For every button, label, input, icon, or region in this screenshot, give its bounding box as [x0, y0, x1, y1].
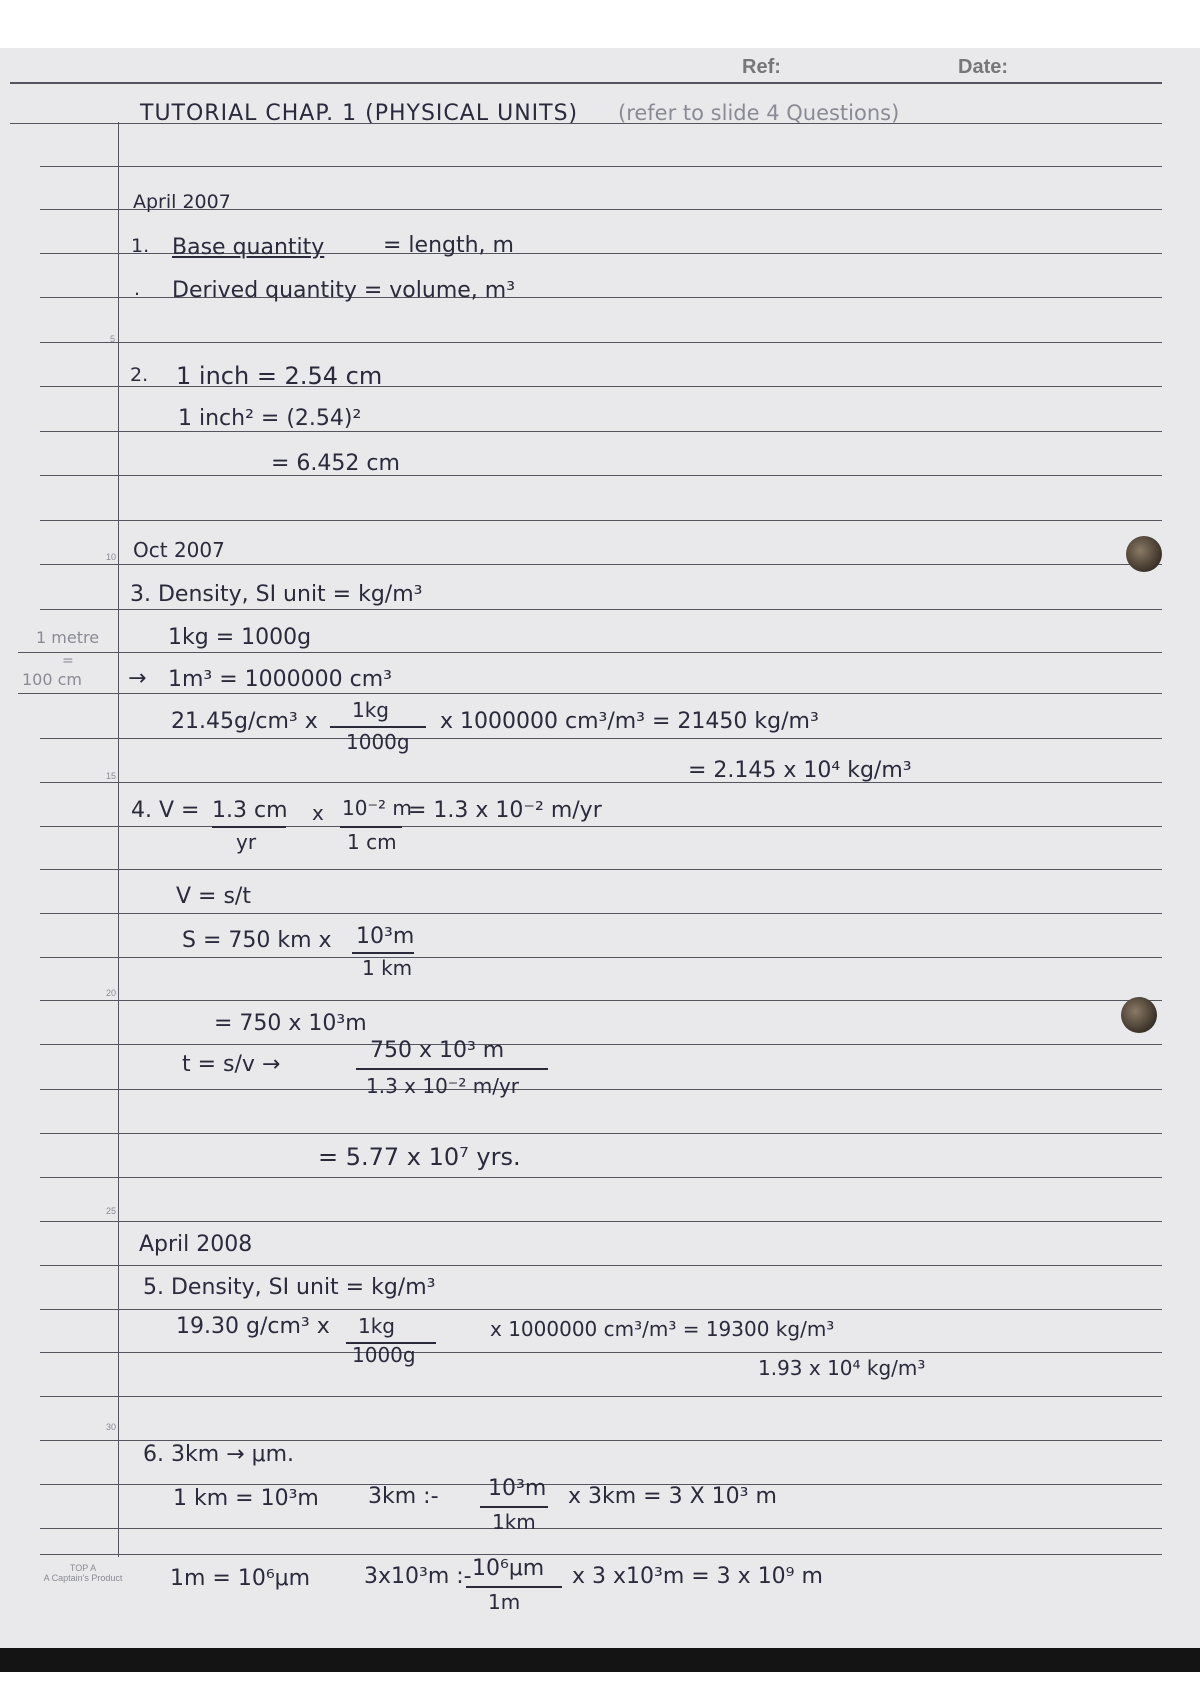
q2-line-1: 1 inch = 2.54 cm: [176, 362, 383, 390]
q4-numerator-1: 1.3 cm: [212, 798, 288, 823]
rule-line: [40, 342, 1162, 343]
section-heading-april-2008: April 2008: [139, 1232, 253, 1257]
page-title: TUTORIAL CHAP. 1 (PHYSICAL UNITS): [140, 101, 579, 126]
page-title-note: (refer to slide 4 Questions): [618, 101, 900, 125]
line-number: 25: [106, 1206, 117, 1216]
q3-conversion-numerator: 1kg: [352, 698, 390, 722]
fraction-bar: [340, 826, 402, 828]
page-bottom-edge: [0, 1648, 1200, 1672]
ref-label: Ref:: [742, 56, 781, 78]
fraction-bar: [330, 726, 426, 728]
q2-line-3: = 6.452 cm: [271, 451, 400, 476]
q6-line-3-left: 1m = 10⁶μm: [170, 1566, 311, 1591]
q5-result: 1.93 x 10⁴ kg/m³: [758, 1356, 926, 1380]
line-number: 15: [106, 771, 117, 781]
q1-derived-quantity: Derived quantity = volume, m³: [172, 278, 516, 303]
arrow-icon: →: [128, 666, 147, 691]
q4-velocity-formula: V = s/t: [176, 884, 251, 909]
q6-line-2-denominator: 1km: [492, 1510, 536, 1534]
q4-time-numerator: 750 x 10³ m: [370, 1038, 505, 1063]
margin-note-line-2: =: [62, 653, 74, 669]
binder-hole: [1121, 997, 1157, 1033]
rule-line: [40, 431, 1162, 432]
q3-line-2: 1kg = 1000g: [168, 625, 312, 650]
margin-note-line-1: 1 metre: [36, 628, 100, 647]
q6-line-3-denominator: 1m: [488, 1590, 521, 1614]
q4-distance-left: S = 750 km x: [182, 928, 332, 953]
q1-base-quantity-value: = length, m: [383, 233, 514, 258]
date-label: Date:: [958, 56, 1009, 78]
rule-line: [40, 1265, 1162, 1266]
section-heading-april-2007: April 2007: [133, 191, 231, 213]
rule-line: [40, 1044, 1162, 1045]
q3-line-1: 3. Density, SI unit = kg/m³: [130, 582, 423, 607]
q1-number: 1.: [131, 235, 150, 257]
q4-result: = 1.3 x 10⁻² m/yr: [408, 798, 602, 823]
line-number: 20: [106, 988, 117, 998]
q4-distance-result: = 750 x 10³m: [214, 1011, 367, 1036]
line-number: 5: [110, 334, 116, 344]
section-heading-oct-2007: Oct 2007: [133, 538, 225, 562]
line-number: 10: [106, 552, 117, 562]
margin-note-line-3: 100 cm: [22, 670, 83, 689]
q3-line-3: 1m³ = 1000000 cm³: [168, 667, 392, 692]
rule-line: [40, 1177, 1162, 1178]
q4-multiply: x: [312, 801, 324, 825]
rule-line: [40, 1133, 1162, 1134]
q6-line-2-numerator: 10³m: [488, 1476, 547, 1501]
brand-line-2: A Captain's Product: [43, 1572, 123, 1583]
q6-line-3-numerator: 10⁶μm: [472, 1556, 545, 1581]
q5-conversion-left: 19.30 g/cm³ x: [176, 1314, 330, 1339]
line-number: 30: [106, 1422, 117, 1432]
rule-line: [40, 869, 1162, 870]
q2-line-2: 1 inch² = (2.54)²: [178, 406, 362, 431]
fraction-bar: [352, 952, 414, 954]
brand-logo: [28, 1564, 138, 1584]
q5-conversion-right: x 1000000 cm³/m³ = 19300 kg/m³: [490, 1317, 835, 1341]
q5-conversion-denominator: 1000g: [352, 1343, 416, 1367]
q1-base-quantity: Base quantity: [172, 235, 325, 260]
rule-line: [40, 564, 1162, 565]
rule-line: [40, 1309, 1162, 1310]
q2-number: 2.: [130, 364, 149, 386]
rule-line: [40, 166, 1162, 167]
rule-line: [40, 1554, 1162, 1555]
fraction-bar: [356, 1068, 548, 1070]
q4-time-denominator: 1.3 x 10⁻² m/yr: [366, 1074, 520, 1098]
brand-line-1: TOP A: [69, 1563, 97, 1573]
q4-time-left: t = s/v →: [182, 1052, 281, 1077]
rule-line: [40, 1528, 1162, 1529]
q4-distance-numerator: 10³m: [356, 924, 415, 949]
rule-line: [40, 1089, 1162, 1090]
rule-line: [40, 738, 1162, 739]
q6-line-2-left: 1 km = 10³m: [173, 1486, 319, 1511]
q4-numerator-2: 10⁻² m: [342, 796, 412, 820]
rule-line: [40, 1221, 1162, 1222]
rule-line: [18, 652, 1162, 653]
rule-line: [40, 913, 1162, 914]
q6-line-1: 6. 3km → μm.: [143, 1442, 294, 1467]
q6-line-3-right: x 3 x10³m = 3 x 10⁹ m: [572, 1564, 823, 1589]
q3-result: = 2.145 x 10⁴ kg/m³: [688, 758, 912, 783]
margin-line: [118, 122, 119, 1557]
q5-line-1: 5. Density, SI unit = kg/m³: [143, 1275, 436, 1300]
fraction-bar: [212, 826, 286, 828]
q4-lead: 4. V =: [131, 798, 200, 823]
rule-line: [40, 475, 1162, 476]
rule-line: [40, 957, 1162, 958]
rule-line: [18, 693, 1162, 694]
q6-line-2-right: x 3km = 3 X 10³ m: [568, 1484, 777, 1509]
rule-line: [40, 1396, 1162, 1397]
binder-hole: [1126, 536, 1162, 572]
q1-bullet: .: [134, 278, 141, 300]
q6-line-3-mid: 3x10³m :-: [364, 1564, 472, 1589]
fraction-bar: [466, 1586, 562, 1588]
q3-conversion-right: x 1000000 cm³/m³ = 21450 kg/m³: [440, 709, 819, 734]
rule-line: [40, 782, 1162, 783]
q4-distance-denominator: 1 km: [362, 956, 413, 980]
top-rule: [10, 82, 1162, 84]
q3-conversion-left: 21.45g/cm³ x: [171, 709, 318, 734]
rule-line: [40, 609, 1162, 610]
rule-line: [40, 1000, 1162, 1001]
q4-time-result: = 5.77 x 10⁷ yrs.: [318, 1143, 521, 1171]
q4-denominator-2: 1 cm: [347, 830, 397, 854]
rule-line: [40, 1352, 1162, 1353]
rule-line: [40, 520, 1162, 521]
q3-conversion-denominator: 1000g: [346, 730, 410, 754]
q6-line-2-mid: 3km :-: [368, 1484, 439, 1509]
rule-line: [40, 1440, 1162, 1441]
q4-denominator-1: yr: [236, 830, 257, 854]
q5-conversion-numerator: 1kg: [358, 1314, 396, 1338]
rule-line: [40, 826, 1162, 827]
fraction-bar: [480, 1506, 548, 1508]
